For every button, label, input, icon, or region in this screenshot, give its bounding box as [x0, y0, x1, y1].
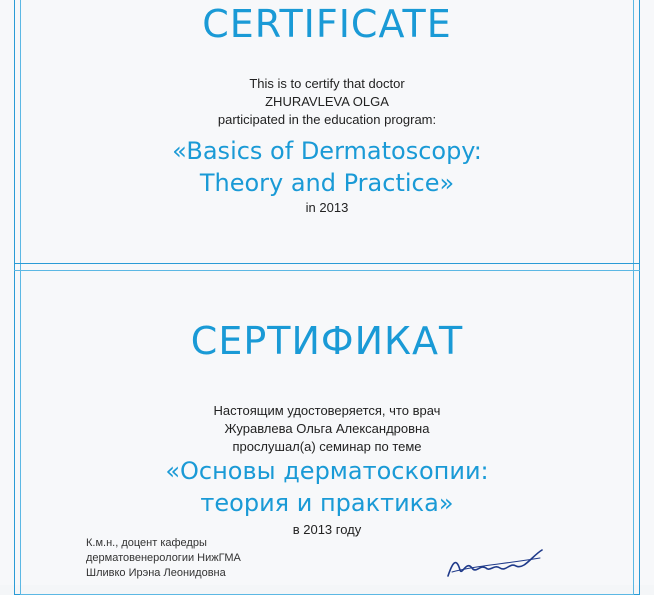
english-program-line1: «Basics of Dermatoscopy:	[172, 137, 482, 165]
russian-year: в 2013 году	[292, 522, 362, 537]
russian-program-line2: теория и практика»	[200, 489, 454, 517]
section-divider-inner	[14, 270, 640, 271]
russian-doctor-name: Журавлева Ольга Александровна	[224, 421, 430, 436]
signatory-title: К.м.н., доцент кафедры	[86, 537, 207, 549]
russian-certify-line: Настоящим удостоверяется, что врач	[213, 403, 441, 418]
english-certify-line: This is to certify that doctor	[249, 76, 405, 91]
signature-mark	[444, 546, 554, 582]
english-doctor-name: ZHURAVLEVA OLGA	[265, 94, 389, 109]
section-divider	[14, 263, 640, 264]
english-participation-line: participated in the education program:	[217, 112, 437, 127]
english-title: CERTIFICATE	[202, 2, 452, 46]
signatory-department: дерматовенерологии НижГМА	[86, 552, 241, 564]
russian-participation-line: прослушал(а) семинар по теме	[232, 439, 422, 454]
english-program-line2: Theory and Practice»	[199, 169, 455, 197]
signatory-block	[86, 536, 241, 581]
signatory-name: Шливко Ирэна Леонидовна	[86, 567, 226, 579]
russian-title: СЕРТИФИКАТ	[190, 319, 464, 363]
russian-program-line1: «Основы дерматоскопии:	[165, 457, 489, 485]
english-year: in 2013	[305, 200, 349, 215]
